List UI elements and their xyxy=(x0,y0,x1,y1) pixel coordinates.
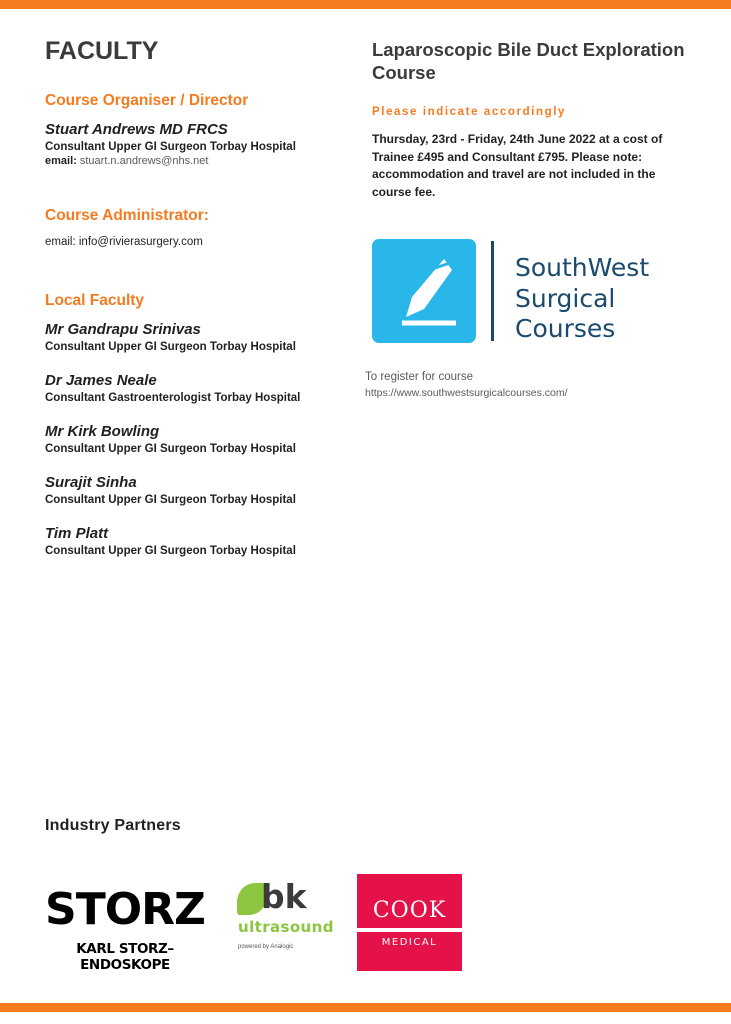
faculty-column xyxy=(45,37,345,559)
scalpel-icon xyxy=(372,239,476,343)
section-heading-administrator: Course Administrator: xyxy=(45,207,209,224)
storz-wordmark: STORZ xyxy=(45,884,205,935)
administrator-email-line[interactable]: email: info@rivierasurgery.com xyxy=(45,236,203,248)
faculty-name: Tim Platt xyxy=(45,525,109,542)
cook-divider xyxy=(357,928,462,932)
list-item xyxy=(45,372,345,404)
course-organiser-block xyxy=(45,92,345,167)
faculty-name: Mr Gandrapu Srinivas xyxy=(45,321,201,338)
cook-wordmark: COOK xyxy=(372,898,447,923)
faculty-name: Mr Kirk Bowling xyxy=(45,423,160,440)
registration-block xyxy=(365,371,695,399)
register-label: To register for course xyxy=(365,371,474,383)
document-page xyxy=(0,9,731,1003)
course-administrator-block xyxy=(45,207,345,248)
faculty-role: Consultant Gastroenterologist Torbay Hospital xyxy=(45,392,301,404)
faculty-role: Consultant Upper GI Surgeon Torbay Hospital xyxy=(45,443,296,455)
section-heading-organiser: Course Organiser / Director xyxy=(45,92,249,109)
email-label: email: xyxy=(45,155,77,167)
course-info-column xyxy=(372,39,692,202)
bk-subtitle: ultrasound xyxy=(238,918,334,936)
list-item xyxy=(45,474,345,506)
cook-medical-logo xyxy=(357,874,462,971)
logo-line-1: SouthWest xyxy=(515,253,650,282)
faculty-name: Dr James Neale xyxy=(45,372,157,389)
karl-storz-logo xyxy=(45,884,205,973)
southwest-surgical-courses-logo xyxy=(372,239,702,349)
storz-subtitle: KARL STORZ–ENDOSKOPE xyxy=(76,941,174,973)
bottom-accent-bar xyxy=(0,1003,731,1012)
faculty-role: Consultant Upper GI Surgeon Torbay Hospital xyxy=(45,494,296,506)
faculty-role: Consultant Upper GI Surgeon Torbay Hospital xyxy=(45,545,296,557)
organiser-name: Stuart Andrews MD FRCS xyxy=(45,121,228,138)
local-faculty-block xyxy=(45,292,345,557)
list-item xyxy=(45,525,345,557)
bk-ultrasound-logo xyxy=(235,874,334,971)
industry-partners-heading: Industry Partners xyxy=(45,817,181,834)
course-details: Thursday, 23rd - Friday, 24th June 2022 at a cost of Trainee £495 and Consultant £795. Please note: accommodation and travel are not included in the course fee. xyxy=(372,132,663,199)
bk-powered-by: powered by Analogic xyxy=(238,944,294,950)
industry-partners-logos xyxy=(45,874,665,984)
list-item xyxy=(45,321,345,353)
course-title: Laparoscopic Bile Duct Exploration Course xyxy=(372,39,685,83)
section-heading-local-faculty: Local Faculty xyxy=(45,292,145,309)
organiser-role: Consultant Upper GI Surgeon Torbay Hospital xyxy=(45,141,296,153)
page-title: FACULTY xyxy=(45,37,159,65)
logo-line-2: Surgical xyxy=(515,283,616,313)
cook-subtitle: MEDICAL xyxy=(381,937,438,948)
indicate-note: Please indicate accordingly xyxy=(372,106,567,119)
top-accent-bar xyxy=(0,0,731,9)
faculty-role: Consultant Upper GI Surgeon Torbay Hospital xyxy=(45,341,296,353)
list-item xyxy=(45,423,345,455)
register-url[interactable]: https://www.southwestsurgicalcourses.com/ xyxy=(365,387,568,399)
organiser-email-address[interactable]: stuart.n.andrews@nhs.net xyxy=(79,155,209,167)
organiser-email-line xyxy=(45,155,345,167)
logo-divider xyxy=(491,241,494,341)
logo-line-3: Courses xyxy=(515,314,616,343)
logo-wordmark xyxy=(515,253,649,345)
bk-wordmark: bk xyxy=(261,877,307,916)
faculty-name: Surajit Sinha xyxy=(45,474,137,491)
